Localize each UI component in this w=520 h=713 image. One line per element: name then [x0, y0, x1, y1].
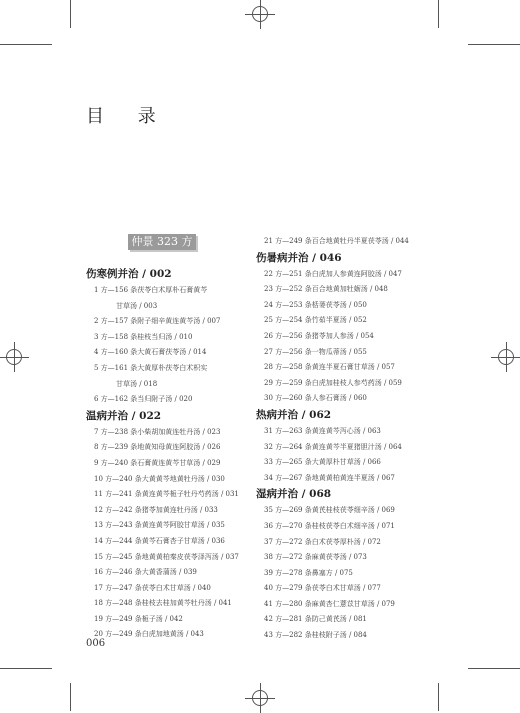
toc-entry: 6 方—162 条当归附子汤 / 020 [94, 395, 193, 404]
toc-entry: 31 方—263 条黄连黄芩泻心汤 / 063 [264, 426, 381, 435]
toc-entry: 1 方—156 条茯苓白术厚朴石膏黄芩 [94, 286, 208, 294]
toc-entry: 3 方—158 条桂枝当归汤 / 010 [94, 332, 193, 341]
toc-entry: 43 方—282 条桂枝附子汤 / 084 [264, 631, 367, 640]
toc-entry: 4 方—160 条大黄石膏茯苓汤 / 014 [94, 348, 207, 357]
toc-entry: 37 方—272 条白术茯苓厚朴汤 / 072 [264, 537, 381, 546]
crop-mark [70, 0, 71, 28]
toc-entry: 21 方—249 条百合地黄牡丹半夏茯苓汤 / 044 [264, 237, 409, 245]
toc-entry: 14 方—244 条黄芩石膏杏子甘草汤 / 036 [94, 536, 225, 545]
toc-entry: 24 方—253 条栝蒌茯苓汤 / 050 [264, 300, 367, 309]
crop-mark [0, 668, 52, 669]
crop-mark [438, 683, 439, 711]
toc-entry: 35 方—269 条黄芪桂枝茯苓细辛汤 / 069 [264, 506, 395, 515]
toc-entry: 9 方—240 条石膏黄连黄芩甘草汤 / 029 [94, 458, 221, 467]
registration-target-icon [252, 690, 268, 706]
toc-entry-continuation: 甘草汤 / 018 [116, 379, 158, 388]
toc-entry: 27 方—256 条一物瓜蒂汤 / 055 [264, 347, 367, 356]
crop-mark [468, 668, 520, 669]
toc-entry: 20 方—249 条白虎加地黄汤 / 043 [94, 630, 204, 639]
toc-entry: 15 方—245 条地黄黄柏秦皮茯苓泽泻汤 / 037 [94, 552, 239, 561]
toc-entry: 8 方—239 条地黄知母黄连阿胶汤 / 026 [94, 443, 221, 452]
toc-entry-continuation: 甘草汤 / 003 [116, 301, 158, 310]
page-number: 006 [86, 638, 106, 649]
toc-entry: 36 方—270 条桂枝茯苓白术细辛汤 / 071 [264, 521, 395, 530]
toc-section-heading: 伤寒例并治 / 002 [86, 268, 172, 280]
toc-entry: 7 方—238 条小柴胡加黄连牡丹汤 / 023 [94, 427, 221, 436]
toc-section-heading: 伤暑病并治 / 046 [256, 251, 342, 264]
toc-section-heading: 温病并治 / 022 [86, 409, 162, 422]
toc-entry: 41 方—280 条麻黄杏仁薏苡甘草汤 / 079 [264, 599, 395, 608]
toc-entry: 28 方—258 条黄连半夏石膏甘草汤 / 057 [264, 363, 395, 372]
toc-right-column [256, 234, 486, 644]
toc-entry: 12 方—242 条猪苓加黄连牡丹汤 / 033 [94, 505, 218, 514]
toc-entry: 32 方—264 条黄连黄芩半夏猪胆汁汤 / 064 [264, 442, 402, 451]
toc-entry: 17 方—247 条茯苓白术甘草汤 / 040 [94, 583, 211, 592]
toc-section-heading: 热病并治 / 062 [256, 408, 332, 421]
registration-target-icon [6, 349, 22, 365]
page-title: 目 录 [86, 106, 170, 127]
crop-mark [70, 683, 71, 711]
toc-entry: 10 方—240 条大黄黄芩地黄牡丹汤 / 030 [94, 474, 225, 483]
registration-target-icon [252, 6, 268, 22]
toc-entry: 2 方—157 条附子细辛黄连黄芩汤 / 007 [94, 317, 221, 326]
crop-mark [468, 44, 520, 45]
toc-entry: 13 方—243 条黄连黄芩阿胶甘草汤 / 035 [94, 521, 225, 530]
toc-entry: 38 方—272 条麻黄茯苓汤 / 073 [264, 553, 367, 562]
registration-target-icon [498, 349, 514, 365]
toc-entry: 42 方—281 条防己黄芪汤 / 081 [264, 615, 367, 624]
toc-entry: 18 方—248 条桂枝去桂加黄芩牡丹汤 / 041 [94, 599, 232, 608]
toc-entry: 40 方—279 条茯苓白术甘草汤 / 077 [264, 584, 381, 593]
toc-entry: 23 方—252 条百合地黄加牡蛎汤 / 048 [264, 285, 388, 294]
toc-entry: 19 方—249 条栀子汤 / 042 [94, 614, 183, 623]
toc-entry: 30 方—260 条人参石膏汤 / 060 [264, 394, 367, 403]
toc-entry: 34 方—267 条地黄黄柏黄连半夏汤 / 067 [264, 473, 395, 482]
section-banner: 仲景 323 方 [128, 234, 196, 250]
crop-mark [0, 44, 52, 45]
crop-mark [438, 0, 439, 28]
toc-entry: 29 方—259 条白虎加桂枝人参芍药汤 / 059 [264, 378, 402, 387]
toc-entry: 33 方—265 条大黄厚朴甘草汤 / 066 [264, 458, 381, 467]
toc-section-heading: 湿病并治 / 068 [256, 488, 332, 501]
toc-entry: 25 方—254 条竹茹半夏汤 / 052 [264, 316, 367, 325]
toc-entry: 39 方—278 条鼻塞方 / 075 [264, 568, 353, 577]
toc-entry: 26 方—256 条猪苓加人参汤 / 054 [264, 331, 374, 340]
toc-entry: 5 方—161 条大黄厚朴茯苓白术枳实 [94, 363, 208, 372]
toc-entry: 22 方—251 条白虎加人参黄连阿胶汤 / 047 [264, 269, 402, 278]
toc-entry: 16 方—246 条大黄香蒲汤 / 039 [94, 568, 197, 577]
toc-entry: 11 方—241 条黄连黄芩栀子牡丹芍药汤 / 031 [94, 490, 239, 499]
